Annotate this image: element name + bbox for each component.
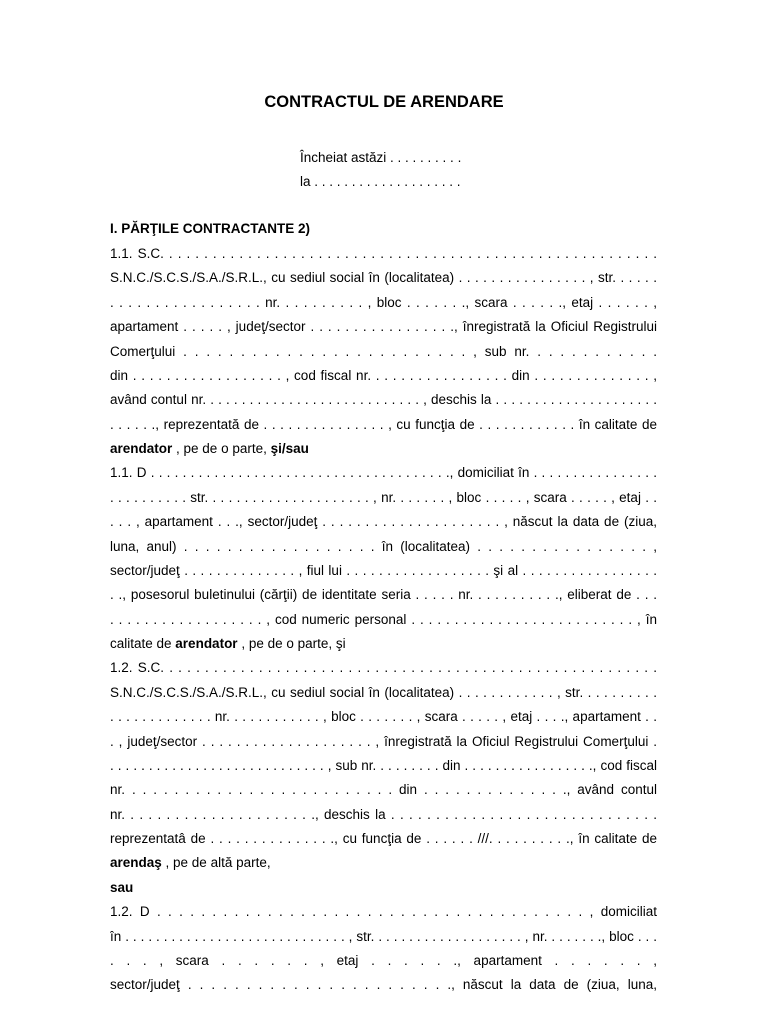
contract-line [110,973,657,997]
contract-line [110,925,657,949]
contract-line [110,266,657,290]
line-text: . , judeţ/sector . . . . . . . . . . . . . . . . . . . . , înregistrată la Oficiul Registrului Comerţului . [110,733,657,749]
bold-term: sau [110,879,134,895]
line-text: din . . . . . . . . . . . . . . . . . . , cod fiscal nr. . . . . . . . . . . . . . . . . din . . . . . . . . . . . . . . , [110,367,657,383]
line-text: . . . , apartament . . ., sector/judeţ . . . . . . . . . . . . . . . . . . . . . , născut la data de (ziua, [110,514,657,530]
line-text: , pe de altă parte, [161,855,271,871]
line-text: . . . , scara . . . . . . , etaj . . . . . ., apartament . . . . . . , [110,952,657,968]
line-text: S.N.C./S.C.S./S.A./S.R.L., cu sediul social în (localitatea) . . . . . . . . . . . . , str. . . . . . . . . . [110,684,657,700]
line-text: luna, anul) . . . . . . . . . . . . . . . . . . în (localitatea) . . . . . . . . . . . . . . . . , [110,538,657,554]
contract-line [110,413,657,437]
line-text: 1.1. S.C. . . . . . . . . . . . . . . . . . . . . . . . . . . . . . . . . . . . . . . . . . . . . . . . . . . . . . . . . [110,246,657,261]
line-text: în . . . . . . . . . . . . . . . . . . . . . . . . . . . . . , str. . . . . . . . . . . . . . . . . . . . , nr. . . . . . . ., bloc . . . [110,928,657,944]
contract-line [110,486,657,510]
line-text: 1.2. S.C. . . . . . . . . . . . . . . . . . . . . . . . . . . . . . . . . . . . . . . . . . . . . . . . . . . . . . . . [110,660,657,676]
document-title: CONTRACTUL DE ARENDARE [264,93,504,111]
contract-line [110,778,657,802]
contract-line [110,681,657,705]
concluded-place-line: la . . . . . . . . . . . . . . . . . . . . [300,174,461,189]
contract-line [110,242,657,266]
contract-line [110,876,657,900]
contract-line [110,608,657,632]
line-text: Comerţului . . . . . . . . . . . . . . . . . . . . . . . . . , sub nr. . . . . . . . . . . . [110,343,657,359]
contract-line [110,949,657,973]
contract-line [110,900,657,924]
line-text: sector/judeţ . . . . . . . . . . . . . . . . . . . . . . ., născut la data de (ziua, luna, [110,977,657,993]
line-text: 1.2. D . . . . . . . . . . . . . . . . . . . . . . . . . . . . . . . . . . . . . . . , domiciliat [110,904,657,920]
line-text: . . . . . . . . . . . . . . . . . nr. . . . . . . . . . , bloc . . . . . . ., scara . . . . . ., etaj . . . . . . , [110,294,657,310]
contract-line [110,510,657,534]
line-text: nr. . . . . . . . . . . . . . . . . . . . . . . . . . din . . . . . . . . . . . . . ., având contul [110,782,657,798]
contract-line [110,535,657,559]
contract-parties-text [110,242,657,998]
line-text: . . . . . . . . . . . . . . . . . . , cod numeric personal . . . . . . . . . . . . . . . . . . . . . . . . . . , în [110,611,657,627]
contract-line [110,437,657,461]
contract-line [110,315,657,339]
contract-line [110,291,657,315]
line-text: . . . . . . . . . . . . . . . . . . . . . . . . . . . . , sub nr. . . . . . . . . din . . . . . . . . . . . . . . . . ., cod fiscal [110,757,657,773]
line-text: , pe de o parte, [172,441,271,456]
bold-term: arendaş [110,855,162,871]
contract-line [110,851,657,875]
line-text: nr. . . . . . . . . . . . . . . . . . . . . ., deschis la . . . . . . . . . . . . . . . . . . . . . . . . . . . . . . [110,806,657,822]
line-text: . ., posesorul buletinului (cărţii) de identitate seria . . . . . nr. . . . . . . . . . ., eliberat de . . . [110,587,657,603]
concluded-date-line: Încheiat astăzi . . . . . . . . . . [300,150,462,165]
contract-line [110,461,657,485]
line-text: . . . . . . . . . . . . . nr. . . . . . . . . . . . , bloc . . . . . . . , scara . . . . . , etaj . . . ., apartament . . [110,709,657,725]
contract-line [110,559,657,583]
contract-line [110,705,657,729]
contract-line [110,827,657,851]
line-text: . . . . . . . . . . str. . . . . . . . . . . . . . . . . . . . . , nr. . . . . . . , bloc . . . . . , scara . . . . . , etaj . . [110,489,657,505]
line-text: reprezentatâ de . . . . . . . . . . . . . . ., cu funcţia de . . . . . . ///. . . . . . . . . ., în calitate de [110,831,657,846]
contract-line [110,656,657,680]
line-text: apartament . . . . . , judeţ/sector . . . . . . . . . . . . . . . . ., înregistrată la Oficiul Registrului [110,319,657,335]
contract-date-block [300,146,461,194]
line-text: sector/judeţ . . . . . . . . . . . . . . , fiul lui . . . . . . . . . . . . . . . . . . şi al . . . . . . . . . . . . . . . . . [110,562,657,578]
line-text: având contul nr. . . . . . . . . . . . . . . . . . . . . . . . . . . . , deschis la . . . . . . . . . . . . . . . . . . . . . [110,392,657,408]
bold-term: arendator [110,441,173,456]
contract-line [110,754,657,778]
contract-line [110,340,657,364]
contract-line [110,632,657,656]
contract-line [110,388,657,412]
line-text: 1.1. D . . . . . . . . . . . . . . . . . . . . . . . . . . . . . . . . . . . . . ., domiciliat în . . . . . . . . . . . . . . . . [110,465,657,481]
bold-term: şi/sau [270,441,309,456]
section-heading: I. PĂRŢILE CONTRACTANTE 2) [110,221,310,236]
bold-term: arendator [175,636,238,651]
contract-line [110,730,657,754]
contract-line [110,364,657,388]
contract-line [110,803,657,827]
line-text: . . . . . ., reprezentată de . . . . . . . . . . . . . . . , cu funcţia de . . . . . . . . . . . . în calitate de [110,416,657,432]
line-text: S.N.C./S.C.S./S.A./S.R.L., cu sediul social în (localitatea) . . . . . . . . . . . . . . . . , str. . . . . . [110,270,657,286]
line-text: calitate de [110,636,176,651]
contract-line [110,583,657,607]
line-text: , pe de o parte, şi [237,636,346,651]
